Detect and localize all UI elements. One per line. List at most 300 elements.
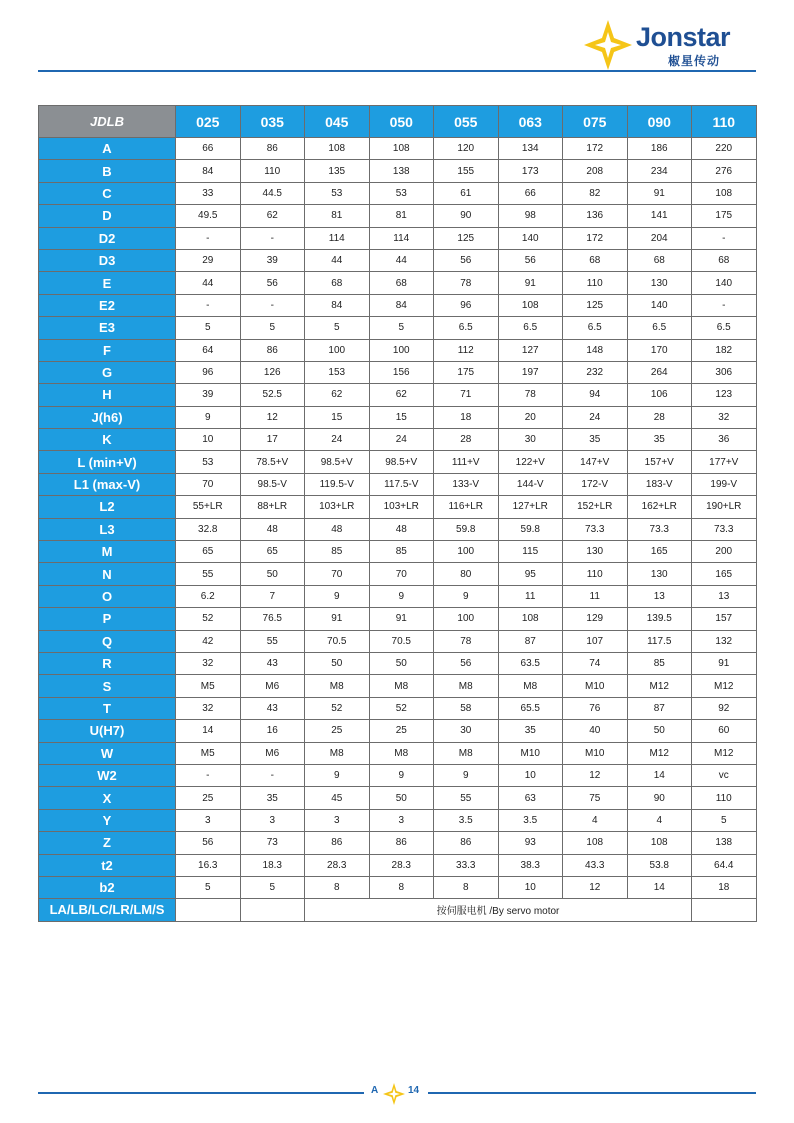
table-cell: 135 [305,160,370,182]
table-cell: 58 [434,697,499,719]
table-cell: 10 [498,876,563,898]
row-label: S [39,675,176,697]
table-cell: 76 [563,697,628,719]
table-cell: 52 [369,697,434,719]
row-label: D2 [39,227,176,249]
table-cell: 56 [176,832,241,854]
table-cell: 177+V [692,451,757,473]
table-cell: 14 [627,876,692,898]
table-cell: 162+LR [627,496,692,518]
table-cell: 157+V [627,451,692,473]
table-cell: 70 [176,473,241,495]
table-cell: 78.5+V [240,451,305,473]
table-cell: 60 [692,720,757,742]
table-cell: 91 [627,182,692,204]
table-cell: - [692,227,757,249]
table-cell: 232 [563,361,628,383]
table-cell: 132 [692,630,757,652]
table-cell: M6 [240,675,305,697]
table-cell: 165 [692,563,757,585]
table-cell: 91 [498,272,563,294]
row-label: Q [39,630,176,652]
table-cell: 12 [240,406,305,428]
table-cell: 85 [369,541,434,563]
table-cell: 3 [305,809,370,831]
table-cell: 28.3 [305,854,370,876]
table-cell: 106 [627,384,692,406]
table-cell: 59.8 [498,518,563,540]
table-cell: 13 [692,585,757,607]
table-cell: 74 [563,652,628,674]
table-cell: 8 [305,876,370,898]
table-cell: M12 [692,742,757,764]
table-cell: 127+LR [498,496,563,518]
table-cell: 108 [369,138,434,160]
table-cell: 139.5 [627,608,692,630]
row-label: U(H7) [39,720,176,742]
table-cell: 14 [176,720,241,742]
table-cell: 10 [176,429,241,451]
corner-header: JDLB [39,106,176,138]
table-cell: 91 [305,608,370,630]
table-cell: 73.3 [563,518,628,540]
table-cell: 12 [563,876,628,898]
table-cell: M8 [434,742,499,764]
table-cell: - [240,764,305,786]
table-cell: 18.3 [240,854,305,876]
table-cell: 5 [305,317,370,339]
table-cell: 45 [305,787,370,809]
table-cell: 157 [692,608,757,630]
servo-note-cell: 按伺服电机 /By servo motor [305,899,692,921]
row-label: P [39,608,176,630]
table-row [39,160,757,182]
table-cell: 136 [563,205,628,227]
table-cell: 94 [563,384,628,406]
table-cell: 114 [369,227,434,249]
table-cell: 50 [305,652,370,674]
table-cell: 126 [240,361,305,383]
table-cell: 28.3 [369,854,434,876]
table-cell: 53 [305,182,370,204]
table-cell: 65 [240,541,305,563]
row-label: J(h6) [39,406,176,428]
table-cell: 44 [305,249,370,271]
table-row [39,227,757,249]
table-cell: 129 [563,608,628,630]
table-cell: 24 [305,429,370,451]
row-label: W2 [39,764,176,786]
table-cell: 103+LR [369,496,434,518]
table-cell: 70.5 [305,630,370,652]
table-cell: 276 [692,160,757,182]
table-cell: 50 [369,652,434,674]
table-cell: 186 [627,138,692,160]
table-cell: 107 [563,630,628,652]
table-row [39,294,757,316]
table-row [39,742,757,764]
column-header: 055 [434,106,499,138]
table-cell: 100 [434,608,499,630]
table-cell: 111+V [434,451,499,473]
footer-rule-right [428,1092,756,1094]
table-cell: 24 [563,406,628,428]
table-row-servo [39,899,757,921]
table-cell: 116+LR [434,496,499,518]
table-cell: 87 [627,697,692,719]
table-row [39,675,757,697]
table-cell: 90 [627,787,692,809]
table-cell: 85 [305,541,370,563]
row-label: L3 [39,518,176,540]
row-label: LA/LB/LC/LR/LM/S [39,899,176,921]
table-row [39,541,757,563]
footer-rule-left [38,1092,364,1094]
table-cell: 125 [563,294,628,316]
table-row [39,451,757,473]
table-row [39,809,757,831]
table-cell: 70 [369,563,434,585]
table-row [39,563,757,585]
table-cell: 64.4 [692,854,757,876]
table-row [39,182,757,204]
table-cell: M8 [498,675,563,697]
table-row [39,361,757,383]
table-cell: 28 [434,429,499,451]
row-label: E3 [39,317,176,339]
table-cell: 55 [240,630,305,652]
table-cell: 3 [176,809,241,831]
table-cell: 62 [240,205,305,227]
table-cell: 197 [498,361,563,383]
table-cell: 68 [305,272,370,294]
table-cell: 50 [240,563,305,585]
table-cell: 86 [305,832,370,854]
table-cell: 28 [627,406,692,428]
table-cell: 53.8 [627,854,692,876]
table-cell: 53 [176,451,241,473]
table-cell: 68 [692,249,757,271]
table-cell: 108 [498,294,563,316]
table-cell: 62 [305,384,370,406]
table-cell: 52 [305,697,370,719]
table-row [39,429,757,451]
table-cell: 24 [369,429,434,451]
brand-name-cn: 椒星传动 [668,54,721,68]
table-cell: 96 [434,294,499,316]
table-cell: 130 [627,272,692,294]
table-row [39,585,757,607]
table-row [39,384,757,406]
table-cell: 68 [369,272,434,294]
table-row [39,272,757,294]
table-cell: 29 [176,249,241,271]
header-rule [38,70,756,72]
table-cell: 84 [369,294,434,316]
table-cell: 75 [563,787,628,809]
table-row [39,608,757,630]
table-row [39,249,757,271]
table-cell: 70.5 [369,630,434,652]
table-cell: 110 [563,563,628,585]
table-cell: 100 [434,541,499,563]
table-cell: 91 [692,652,757,674]
table-cell: 86 [369,832,434,854]
table-cell: 11 [498,585,563,607]
table-cell: 130 [627,563,692,585]
table-cell: 73 [240,832,305,854]
table-cell: 98.5+V [369,451,434,473]
table-cell: 112 [434,339,499,361]
table-cell: 18 [434,406,499,428]
table-cell: 208 [563,160,628,182]
table-cell: 172 [563,227,628,249]
table-cell: 50 [369,787,434,809]
table-cell: 138 [692,832,757,854]
table-cell: 190+LR [692,496,757,518]
table-cell: 25 [176,787,241,809]
table-cell: 140 [498,227,563,249]
table-cell: 43 [240,652,305,674]
table-cell: 73.3 [692,518,757,540]
table-cell: 90 [434,205,499,227]
table-cell: 82 [563,182,628,204]
table-cell: 93 [498,832,563,854]
table-row [39,205,757,227]
table-cell: 148 [563,339,628,361]
table-cell: 43 [240,697,305,719]
table-cell: 134 [498,138,563,160]
table-cell: - [176,764,241,786]
table-cell: 7 [240,585,305,607]
table-cell: M10 [563,675,628,697]
table-cell: 127 [498,339,563,361]
table-cell: 39 [176,384,241,406]
table-cell: 35 [627,429,692,451]
row-label: L1 (max-V) [39,473,176,495]
column-header: 045 [305,106,370,138]
table-cell: 32 [176,697,241,719]
table-cell: 33.3 [434,854,499,876]
table-cell: 110 [563,272,628,294]
row-label: M [39,541,176,563]
table-cell: 43.3 [563,854,628,876]
column-header: 063 [498,106,563,138]
table-cell: 48 [369,518,434,540]
column-header: 025 [176,106,241,138]
table-cell: - [692,294,757,316]
table-cell: 16 [240,720,305,742]
table-cell: 182 [692,339,757,361]
table-cell: 81 [369,205,434,227]
table-cell: 120 [434,138,499,160]
row-label: D3 [39,249,176,271]
table-cell: 98.5+V [305,451,370,473]
table-row [39,317,757,339]
column-header: 075 [563,106,628,138]
table-cell: 172-V [563,473,628,495]
table-cell: 25 [369,720,434,742]
table-cell: 48 [305,518,370,540]
row-label: K [39,429,176,451]
table-cell: 175 [692,205,757,227]
table-cell: 55 [176,563,241,585]
table-cell: 4 [627,809,692,831]
table-cell: 5 [240,317,305,339]
table-row [39,876,757,898]
table-cell: 13 [627,585,692,607]
table-cell: 92 [692,697,757,719]
table-cell: 152+LR [563,496,628,518]
row-label: F [39,339,176,361]
table-cell: 6.5 [498,317,563,339]
table-cell: 110 [240,160,305,182]
table-cell: 80 [434,563,499,585]
table-cell: M12 [627,675,692,697]
column-header: 035 [240,106,305,138]
row-label: O [39,585,176,607]
row-label: L (min+V) [39,451,176,473]
table-cell: 100 [305,339,370,361]
table-cell: 87 [498,630,563,652]
row-label: E [39,272,176,294]
table-cell: 165 [627,541,692,563]
footer-star-icon [382,1082,406,1106]
table-cell: M5 [176,742,241,764]
table-cell: 9 [434,764,499,786]
table-cell: 173 [498,160,563,182]
table-cell: 86 [240,339,305,361]
table-cell: 86 [434,832,499,854]
row-label: B [39,160,176,182]
table-cell: 18 [692,876,757,898]
table-cell: 3 [240,809,305,831]
table-body [39,138,757,922]
table-cell: 11 [563,585,628,607]
table-cell: - [176,294,241,316]
table-cell: 66 [498,182,563,204]
table-cell: 234 [627,160,692,182]
table-cell: 63.5 [498,652,563,674]
table-cell: 59.8 [434,518,499,540]
empty-cell [692,899,757,921]
table-row [39,764,757,786]
table-cell: 88+LR [240,496,305,518]
table-cell: 5 [240,876,305,898]
table-cell: 56 [240,272,305,294]
row-label: C [39,182,176,204]
table-cell: 14 [627,764,692,786]
table-cell: M10 [498,742,563,764]
column-header: 050 [369,106,434,138]
table-cell: 98.5-V [240,473,305,495]
table-row [39,787,757,809]
table-cell: 115 [498,541,563,563]
row-label: Z [39,832,176,854]
table-cell: 17 [240,429,305,451]
table-cell: M5 [176,675,241,697]
table-cell: 42 [176,630,241,652]
table-cell: 68 [563,249,628,271]
row-label: A [39,138,176,160]
table-cell: 56 [434,249,499,271]
table-cell: 44.5 [240,182,305,204]
table-cell: 86 [240,138,305,160]
table-cell: 32.8 [176,518,241,540]
table-cell: 66 [176,138,241,160]
table-cell: 100 [369,339,434,361]
table-cell: 76.5 [240,608,305,630]
table-cell: M8 [369,675,434,697]
table-cell: 156 [369,361,434,383]
row-label: X [39,787,176,809]
table-cell: 62 [369,384,434,406]
table-cell: 48 [240,518,305,540]
table-cell: 55+LR [176,496,241,518]
table-cell: 5 [692,809,757,831]
table-cell: 122+V [498,451,563,473]
table-cell: 155 [434,160,499,182]
table-row [39,406,757,428]
table-cell: 6.5 [563,317,628,339]
table-cell: 123 [692,384,757,406]
table-cell: 130 [563,541,628,563]
table-cell: 78 [434,630,499,652]
table-cell: vc [692,764,757,786]
table-row [39,496,757,518]
row-label: T [39,697,176,719]
empty-cell [240,899,305,921]
table-cell: 65.5 [498,697,563,719]
table-cell: 9 [434,585,499,607]
table-cell: 32 [176,652,241,674]
table-row [39,832,757,854]
column-header: 090 [627,106,692,138]
table-row [39,720,757,742]
table-cell: 84 [305,294,370,316]
row-label: H [39,384,176,406]
table-cell: 55 [434,787,499,809]
table-cell: 5 [369,317,434,339]
table-cell: 52.5 [240,384,305,406]
table-cell: 96 [176,361,241,383]
table-cell: 133-V [434,473,499,495]
table-cell: 95 [498,563,563,585]
table-cell: 12 [563,764,628,786]
table-cell: 78 [498,384,563,406]
section-letter: A [371,1085,379,1096]
table-cell: 25 [305,720,370,742]
table-cell: 63 [498,787,563,809]
table-cell: 114 [305,227,370,249]
table-cell: M8 [369,742,434,764]
table-row [39,652,757,674]
table-cell: 52 [176,608,241,630]
table-cell: 6.2 [176,585,241,607]
table-cell: 125 [434,227,499,249]
table-cell: 9 [176,406,241,428]
table-cell: 108 [498,608,563,630]
table-cell: 15 [305,406,370,428]
table-row [39,518,757,540]
table-cell: 61 [434,182,499,204]
table-cell: 220 [692,138,757,160]
table-cell: 85 [627,652,692,674]
table-cell: 108 [305,138,370,160]
table-cell: 30 [434,720,499,742]
row-label: D [39,205,176,227]
table-cell: 183-V [627,473,692,495]
